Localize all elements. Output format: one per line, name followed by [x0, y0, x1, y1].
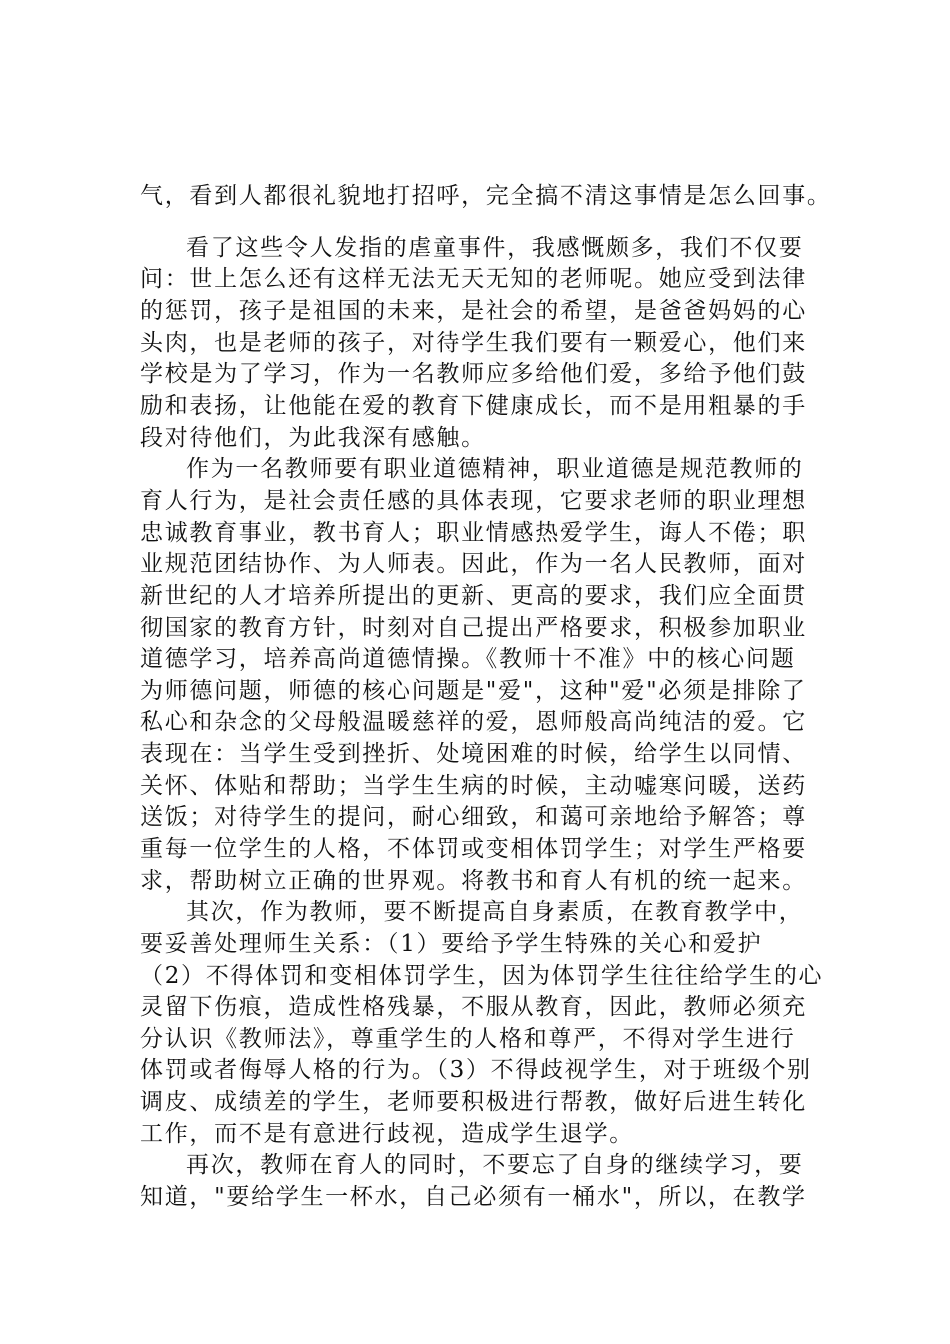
text-line: 调皮、成绩差的学生，老师要积极进行帮教，做好后进生转化: [140, 1089, 807, 1115]
text-line: 学校是为了学习，作为一名教师应多给他们爱，多给予他们鼓: [140, 361, 807, 387]
text-line: 头肉，也是老师的孩子，对待学生我们要有一颗爱心，他们来: [140, 330, 807, 356]
text-line: 求，帮助树立正确的世界观。将教书和育人有机的统一起来。: [140, 868, 807, 894]
text-line: 灵留下伤痕，造成性格残暴，不服从教育，因此，教师必须充: [140, 994, 807, 1020]
text-line: 励和表扬，让他能在爱的教育下健康成长，而不是用粗暴的手: [140, 393, 807, 419]
text-line: 看了这些令人发指的虐童事件，我感慨颇多，我们不仅要: [186, 235, 804, 261]
text-line: 忠诚教育事业，教书育人；职业情感热爱学生，诲人不倦；职: [140, 520, 807, 546]
text-line: 私心和杂念的父母般温暖慈祥的爱，恩师般高尚纯洁的爱。它: [140, 709, 807, 735]
text-line: 问：世上怎么还有这样无法无天无知的老师呢。她应受到法律: [140, 266, 807, 292]
text-line: 再次，教师在育人的同时，不要忘了自身的继续学习，要: [186, 1152, 804, 1178]
text-line: 送饭；对待学生的提问，耐心细致，和蔼可亲地给予解答；尊: [140, 804, 807, 830]
text-line: 作为一名教师要有职业道德精神，职业道德是规范教师的: [186, 456, 804, 482]
text-line: 其次，作为教师，要不断提高自身素质，在教育教学中，: [186, 899, 804, 925]
text-line: 业规范团结协作、为人师表。因此，作为一名人民教师，面对: [140, 551, 807, 577]
text-line: 道德学习，培养高尚道德情操。《教师十不准》中的核心问题: [140, 646, 796, 672]
text-line: 的惩罚，孩子是祖国的未来，是社会的希望，是爸爸妈妈的心: [140, 298, 807, 324]
text-line: （2）不得体罚和变相体罚学生，因为体罚学生往往给学生的心: [140, 963, 824, 989]
text-line: 工作，而不是有意进行歧视，造成学生退学。: [140, 1121, 634, 1147]
text-line: 体罚或者侮辱人格的行为。（3）不得歧视学生，对于班级个别: [140, 1057, 812, 1083]
text-line: 要妥善处理师生关系：（1）要给予学生特殊的关心和爱护: [140, 931, 763, 957]
text-line: 知道，"要给学生一杯水，自己必须有一桶水"，所以，在教学: [140, 1184, 807, 1210]
text-line: 段对待他们，为此我深有感触。: [140, 425, 486, 451]
text-line: 为师德问题，师德的核心问题是"爱"，这种"爱"必须是排除了: [140, 678, 807, 704]
text-line: 重每一位学生的人格，不体罚或变相体罚学生；对学生严格要: [140, 836, 807, 862]
text-line: 关怀、体贴和帮助；当学生生病的时候，主动嘘寒问暖，送药: [140, 773, 807, 799]
text-line: 分认识《教师法》，尊重学生的人格和尊严，不得对学生进行: [140, 1026, 796, 1052]
text-line: 新世纪的人才培养所提出的更新、更高的要求，我们应全面贯: [140, 583, 807, 609]
text-line: 彻国家的教育方针，时刻对自己提出严格要求，积极参加职业: [140, 615, 807, 641]
text-line: 气，看到人都很礼貌地打招呼，完全搞不清这事情是怎么回事。: [140, 183, 832, 209]
text-line: 表现在：当学生受到挫折、处境困难的时候，给学生以同情、: [140, 741, 807, 767]
text-line: 育人行为，是社会责任感的具体表现，它要求老师的职业理想: [140, 488, 807, 514]
